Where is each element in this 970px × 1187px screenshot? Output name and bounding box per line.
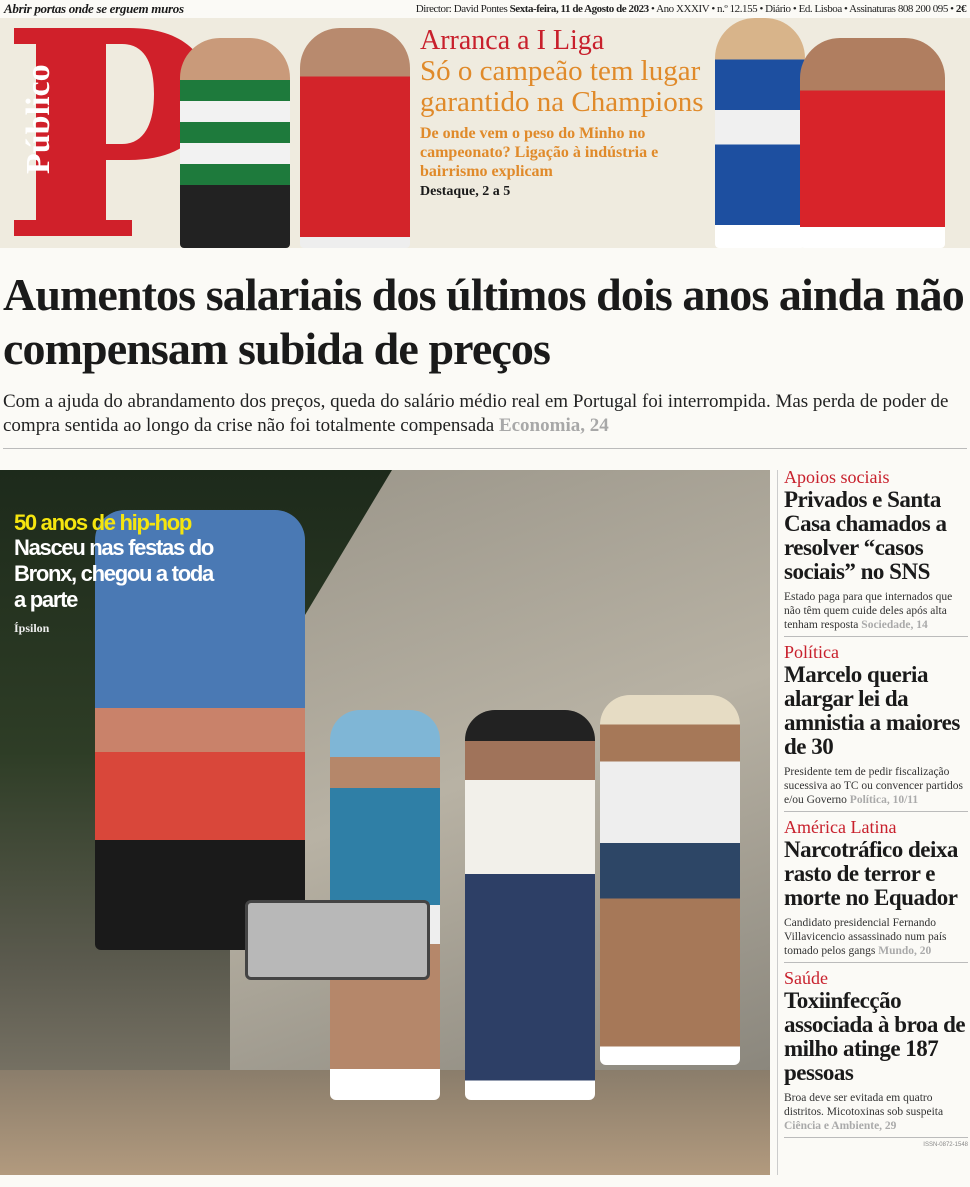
story-headline: Toxiinfecção associada à broa de milho atinge 187 pessoas: [784, 988, 966, 1085]
story-section-ref: Sociedade, 14: [861, 619, 928, 631]
promo-subhead: De onde vem o peso do Minho no campeonato? Ligação à indústria e bairrismo explicam: [420, 125, 659, 180]
promo-page-ref: Destaque, 2 a 5: [420, 184, 511, 199]
story-deck: [784, 590, 968, 632]
story-deck-text: Broa deve ser evitada em quatro distritos. Micotoxinas sob suspeita: [784, 1092, 944, 1118]
story-deck: [784, 1091, 968, 1133]
date: Sexta-feira, 11 de Agosto de 2023: [509, 2, 649, 15]
divider: [3, 448, 967, 449]
story-headline: Marcelo queria alargar lei da amnistia a maiores de 30: [784, 662, 960, 759]
issn: ISSN-0872-1548: [923, 1142, 968, 1148]
boombox: [245, 900, 430, 980]
lead-story: [3, 268, 967, 449]
story-deck: [784, 916, 968, 958]
story-section-ref: Mundo, 20: [878, 945, 932, 957]
news-column: [784, 466, 968, 1148]
story-kicker: Política: [784, 642, 839, 662]
feature-headline: Nasceu nas festas do Bronx, chegou a toda a parte: [14, 535, 213, 612]
story-deck-text: Presidente tem de pedir fiscalização sucessiva ao TC ou convencer partidos e/ou Governo: [784, 766, 963, 806]
story-saude[interactable]: [784, 967, 968, 1138]
story-section-ref: Política, 10/11: [849, 794, 919, 806]
director: Director: David Pontes: [415, 2, 508, 15]
story-deck: [784, 765, 968, 807]
lead-headline[interactable]: Aumentos salariais dos últimos dois anos ainda não compensam subida de preços: [3, 269, 964, 374]
story-headline: Privados e Santa Casa chamados a resolver “casos sociais” no SNS: [784, 487, 947, 584]
player-photo-benfica: [300, 28, 410, 248]
logo-word: Público: [20, 64, 57, 174]
issue-info: [416, 3, 966, 15]
promo-kicker: Arranca a I Liga: [420, 25, 605, 56]
story-kicker: Saúde: [784, 968, 828, 988]
player-photo-sporting: [180, 38, 290, 248]
dancer-tank-top: [600, 695, 740, 1065]
feature-kicker: 50 anos de hip-hop: [14, 510, 192, 535]
story-deck-text: Candidato presidencial Fernando Villavicencio assassinado num país tomado pelos gangs: [784, 917, 947, 957]
story-america-latina[interactable]: [784, 816, 968, 963]
story-kicker: Apoios sociais: [784, 467, 890, 487]
feature-section: Ípsilon: [14, 621, 50, 635]
story-politica[interactable]: [784, 641, 968, 812]
promo-headline: Só o campeão tem lugar garantido na Champions: [420, 55, 704, 118]
dancer-white-shirt: [465, 710, 595, 1100]
price: 2€: [955, 2, 966, 15]
story-deck-text: Estado paga para que internados que não têm quem cuide deles após alta tenham resposta: [784, 591, 953, 631]
story-headline: Narcotráfico deixa rasto de terror e morte no Equador: [784, 837, 958, 910]
feature-teaser[interactable]: [14, 510, 214, 636]
lead-deck: [3, 390, 967, 438]
story-kicker: América Latina: [784, 817, 897, 837]
masthead: [0, 18, 970, 248]
slogan: Abrir portas onde se erguem muros: [4, 0, 184, 16]
hip-hop-photo[interactable]: [0, 470, 770, 1175]
top-bar: [0, 0, 970, 17]
player-photo-porto: [715, 18, 805, 248]
lead-deck-text: Com a ajuda do abrandamento dos preços, queda do salário médio real em Portugal foi interrompida. Mas perda de poder de compra sentida ao longo da crise não foi totalmente compensada: [3, 391, 949, 436]
lead-section-ref[interactable]: Economia, 24: [498, 415, 609, 436]
edition-info: • Ano XXXIV • n.º 12.155 • Diário • Ed. Lisboa • Assinaturas 808 200 095 •: [651, 2, 954, 15]
player-photo-braga: [800, 38, 945, 248]
promo-liga[interactable]: [420, 26, 710, 200]
story-section-ref: Ciência e Ambiente, 29: [784, 1120, 897, 1132]
story-apoios-sociais[interactable]: [784, 466, 968, 637]
column-divider: [777, 470, 778, 1175]
